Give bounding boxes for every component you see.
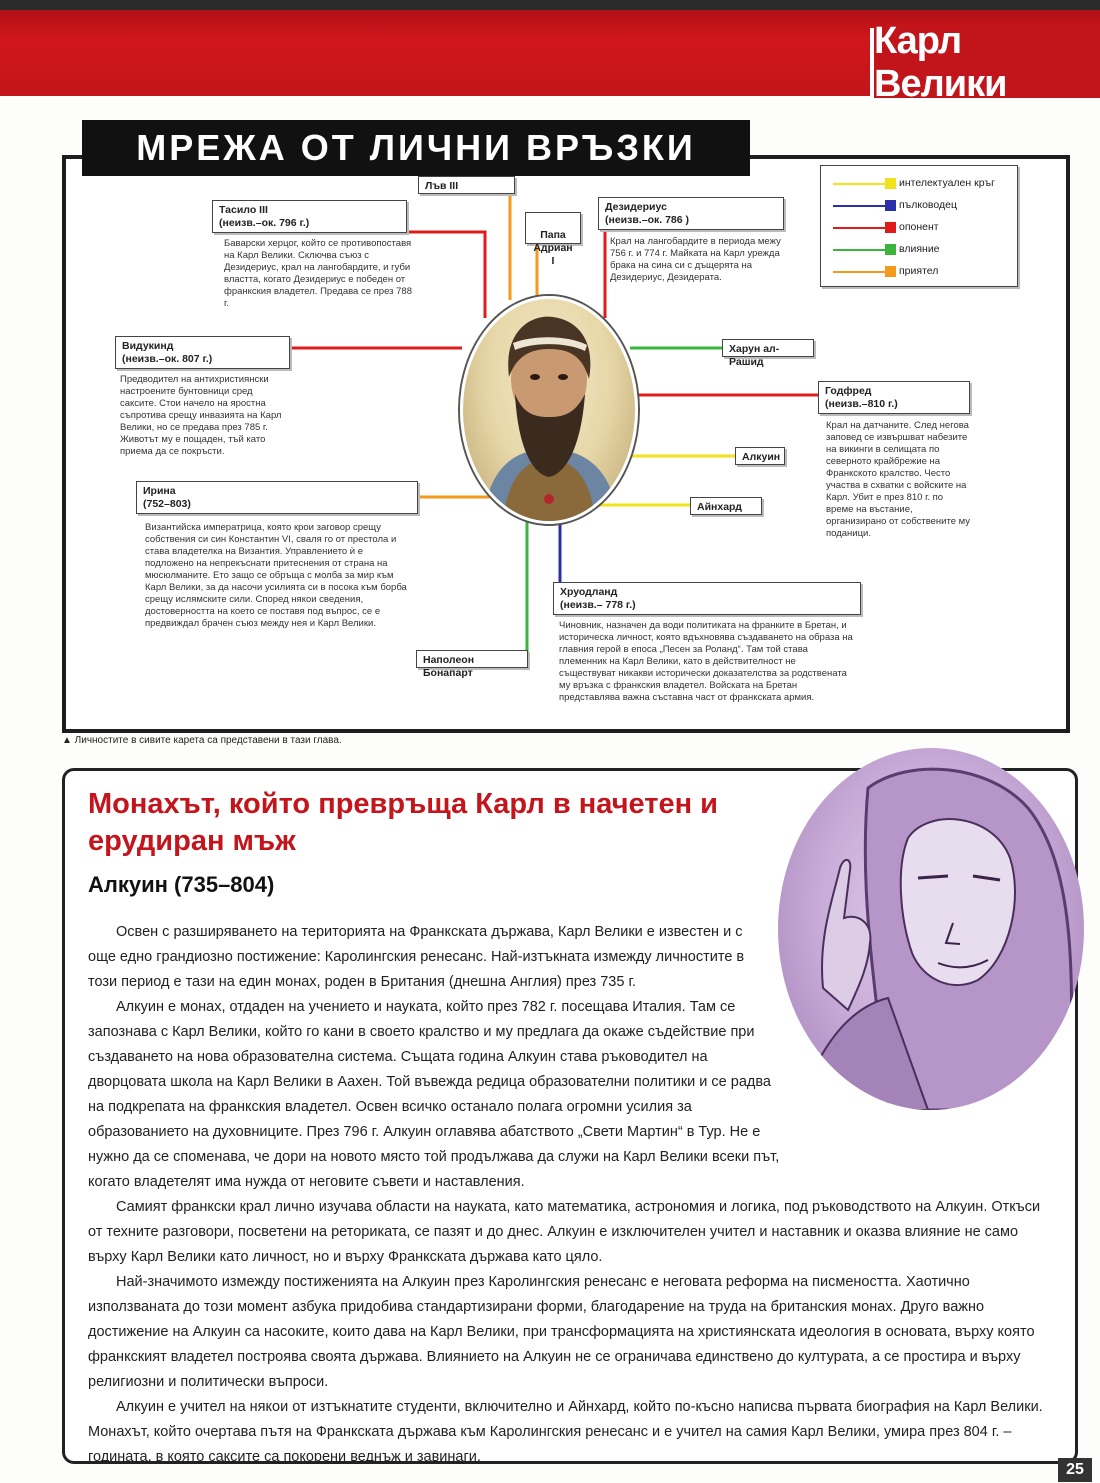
irina-description: Византийска императрица, която крои заговор срещу собствения си син Константин VI, сваля го от престола и става владетелка на Византия. Управлението ѝ е подложено на непрекъснати притеснения от страна на мюсюлманите. Ето защо се обръща с молба за мир към Карл Велики, за да насочи усилията си в посока към борба срещу ислямските сили. Според някои сведения, достоверността на което се поставя под въпрос, се е предвиждал брачен съюз между нея и Карл Велики. <box>145 522 407 629</box>
person-godfred: Годфред (неизв.–810 г.) <box>818 381 970 414</box>
person-papa: Папа Адриан I <box>525 212 581 244</box>
article-paragraph: Освен с разширяването на територията на Франкската държава, Карл Велики е известен и с още едно грандиозно постижение: Каролингския ренесанс. Най-изтъкната измежду личностите в този период е тази на един монах, роден в Британия (днешна Англия) през 735 г. <box>88 924 745 990</box>
chapter-title: Карл Велики <box>870 28 1100 98</box>
tasilo-description: Баварски херцог, който се противопоставя на Карл Велики. Сключва съюз с Дезидериус, крал на лангобардите, и губи властта, когато Дезидериус е победен от франкския владетел. Предава се през 788 г. <box>224 238 412 309</box>
article-paragraph: Самият франкски крал лично изучава области на науката, като математика, астрономия и логика, под ръководството на Алкуин. Откъси от техните разговори, посветени на реториката, се пазят и до днес. Алкуин е изключителен учител и наставник и оказва влияние не само върху Карл Велики като личност, но и върху Франкската държава като цяло. <box>88 1199 1041 1265</box>
person-irina: Ирина (752–803) <box>136 481 418 514</box>
deziderius-description: Крал на лангобардите в периода межу 756 г. и 774 г. Майката на Карл урежда брака на сина си с дъщерята на Дезидериус, Дезидерата. <box>610 236 781 283</box>
legend-item: влияние <box>821 242 1017 258</box>
godfred-description: Крал на датчаните. След негова заповед се извършват набезите на викинги в селищата по северното крайбрежие на Франкското кралство. Често участва в схватки с войските на Карл. Убит е през 810 г. по време на въстание, организирано от собствените му поданици. <box>826 420 971 539</box>
person-harun: Харун ал-Рашид <box>722 339 814 357</box>
legend-item: опонент <box>821 220 1017 236</box>
legend <box>820 165 1018 287</box>
person-deziderius: Дезидериус (неизв.–ок. 786 ) <box>598 197 784 230</box>
person-ayinhard: Айнхард <box>690 497 762 515</box>
vidukind-description: Предводител на антихристиянски настроените бунтовници сред саксите. Стои начело на яростна съпротива срещу инвазията на Карл Велики, но се предава през 785 г. Животът му е пощаден, тъй като приема да се покръсти. <box>120 374 282 457</box>
person-lev: Лъв III <box>418 176 515 194</box>
legend-item: интелектуален кръг <box>821 176 1017 192</box>
article-title: Монахът, който превръща Карл в начетен и ерудиран мъж <box>88 788 719 857</box>
network-caption: ▲ Личностите в сивите карета са представени в тази глава. <box>62 735 342 746</box>
network-title: МРЕЖА ОТ ЛИЧНИ ВРЪЗКИ <box>82 120 750 176</box>
person-alkuin: Алкуин <box>735 447 785 465</box>
legend-item: приятел <box>821 264 1017 280</box>
person-tasilo: Тасило III (неизв.–ок. 796 г.) <box>212 200 407 233</box>
hruodland-description: Чиновник, назначен да води политиката на франките в Бретан, и историческа личност, която вдъхновява създаването на образа на главния герой в епоса „Песен за Роланд“. Там той става племенник на Карл Велики, като в действителност не съществуват никакви исторически доказателства за родствената му връзка с франкския владетел. Войската на Бретан представлява важна съставна част от франкската армия. <box>559 620 853 703</box>
article-paragraph: Най-значимото измежду постиженията на Алкуин през Каролингския ренесанс е неговата реформа на писмеността. Хаотично използваната до този момент азбука придобива стандартизирани форми, благодарение на труда на британския монах. Друго важно достижение на Алкуин са насоките, които дава на Карл Велики, при трансформацията на християнската идеология в основата, върху която франкският владетел построява своята държава. Влиянието на Алкуин не се ограничава единствено до културата, а се простира и върху религиозни и политически въпроси. <box>88 1274 1035 1390</box>
person-napoleon: Наполеон Бонапарт <box>416 650 528 668</box>
article-paragraph: Алкуин е монах, отдаден на учението и науката, който през 782 г. посещава Италия. Там се запознава с Карл Велики, който го кани в своето кралство и му предлага да окаже съдействие при създаването на нова образователна система. Същата година Алкуин става ръководител на дворцовата школа на Карл Велики в Аахен. Той въвежда редица образователни политики и се радва на подкрепата на франкския владетел. Освен всичко останало полага огромни усилия за образованието на духовниците. През 796 г. Алкуин оглавява абатството „Свети Мартин“ в Тур. Не е нужно да се споменава, че дори на новото място той продължава да служи на Карл Велики всеки път, когато владетелят има нужда от неговите съвети и наставления. <box>88 999 780 1190</box>
page-number: 25 <box>1058 1458 1092 1482</box>
charlemagne-portrait <box>460 296 638 524</box>
person-vidukind: Видукинд (неизв.–ок. 807 г.) <box>115 336 290 369</box>
person-hruodland: Хруодланд (неизв.– 778 г.) <box>553 582 861 615</box>
article-paragraph: Алкуин е учител на някои от изтъкнатите студенти, включително и Айнхард, който по-късно написва първата биография на Карл Велики. Монахът, който очертава пътя на Франкската държава към Каролингския ренесанс и е учител на самия Карл Велики, умира през 804 г. – годината, в която саксите са покорени веднъж и завинаги. <box>88 1399 1043 1465</box>
legend-item: пълководец <box>821 198 1017 214</box>
article-subtitle: Алкуин (735–804) <box>88 872 275 897</box>
article-body <box>88 920 1054 1470</box>
